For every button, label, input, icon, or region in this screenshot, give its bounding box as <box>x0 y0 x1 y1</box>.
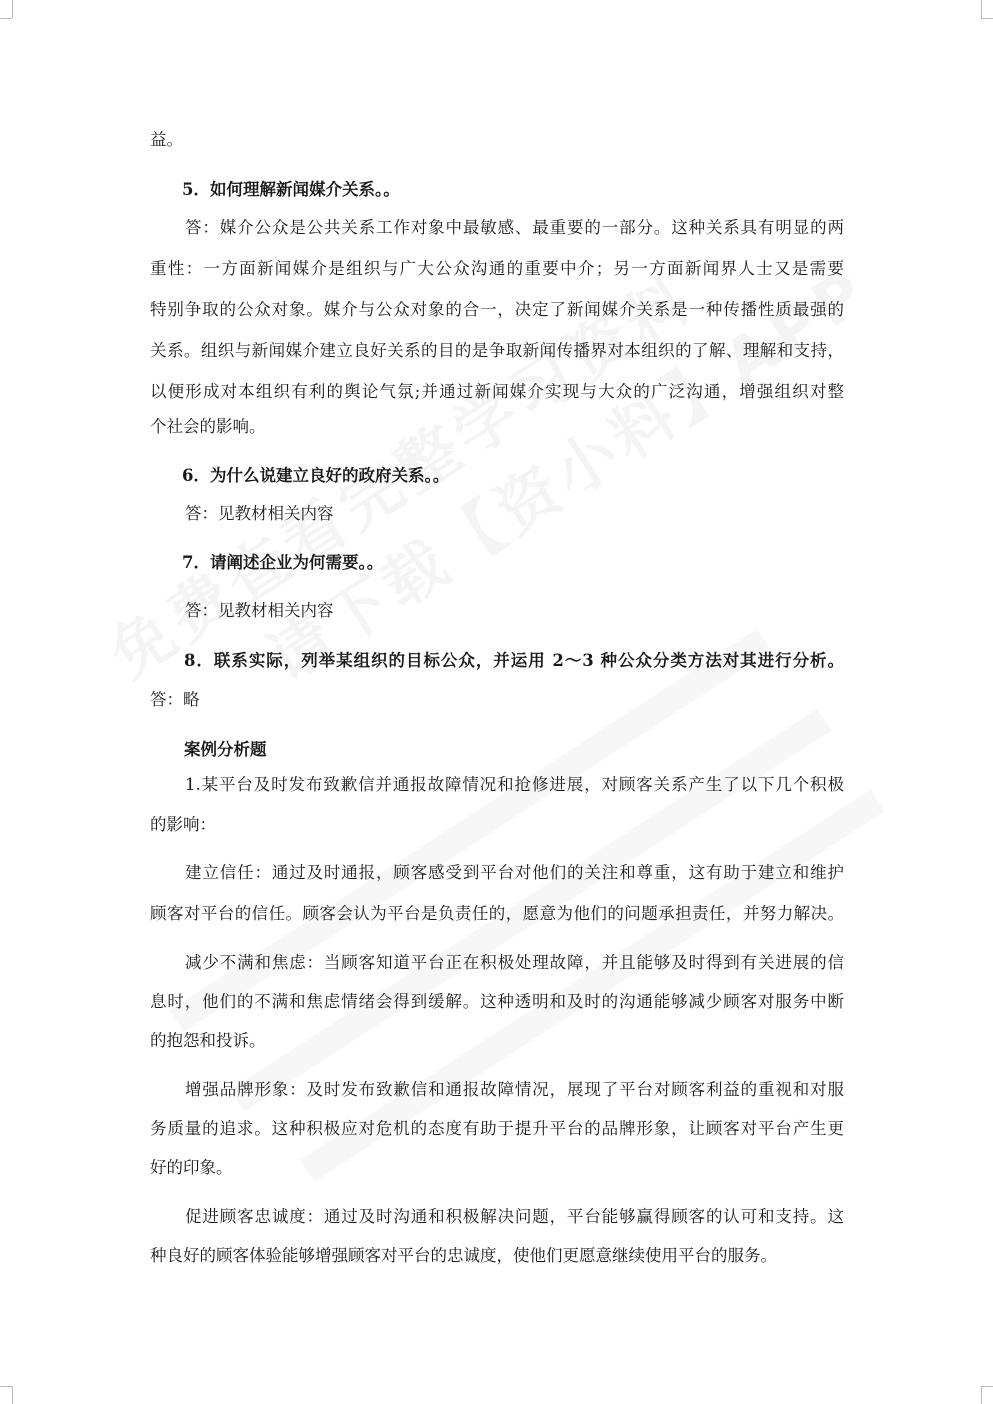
case-line: 1.某平台及时发布致歉信并通报故障情况和抢修进展，对顾客关系产生了以下几个积极 <box>185 775 844 794</box>
answer-7: 答：见教材相关内容 <box>185 601 334 620</box>
text-line: 益。 <box>150 130 183 149</box>
crop-mark <box>981 0 982 18</box>
crop-mark <box>981 1386 993 1387</box>
case-paragraph-line: 的抱怨和投诉。 <box>150 1031 266 1050</box>
crop-mark <box>0 1386 12 1387</box>
question-5: 5．如何理解新闻媒介关系。。 <box>182 180 400 199</box>
case-paragraph-line: 减少不满和焦虑：当顾客知道平台正在积极处理故障，并且能够及时得到有关进展的信 <box>185 953 844 972</box>
answer-5-line: 特别争取的公众对象。媒介与公众对象的合一，决定了新闻媒介关系是一种传播性质最强的 <box>150 300 844 319</box>
case-paragraph-line: 务质量的追求。这种积极应对危机的态度有助于提升平台的品牌形象，让顾客对平台产生更 <box>150 1119 844 1138</box>
case-paragraph-line: 增强品牌形象：及时发布致歉信和通报故障情况，展现了平台对顾客利益的重视和对服 <box>185 1080 844 1099</box>
crop-mark <box>0 18 12 19</box>
case-paragraph-line: 种良好的顾客体验能够增强顾客对平台的忠诚度，使他们更愿意继续使用平台的服务。 <box>150 1246 777 1265</box>
case-paragraph-line: 息时，他们的不满和焦虑情绪会得到缓解。这种透明和及时的沟通能够减少顾客对服务中断 <box>150 992 844 1011</box>
answer-8: 答：略 <box>150 690 200 709</box>
crop-mark <box>981 1386 982 1404</box>
case-paragraph-line: 好的印象。 <box>150 1158 233 1177</box>
case-paragraph-line: 顾客对平台的信任。顾客会认为平台是负责任的，愿意为他们的问题承担责任，并努力解决。 <box>150 904 844 923</box>
answer-5-line: 重性：一方面新闻媒介是组织与广大公众沟通的重要中介；另一方面新闻界人士又是需要 <box>150 259 844 278</box>
crop-mark <box>12 1386 13 1404</box>
answer-6: 答：见教材相关内容 <box>185 504 334 523</box>
case-paragraph-line: 建立信任：通过及时通报，顾客感受到平台对他们的关注和尊重，这有助于建立和维护 <box>185 863 844 882</box>
question-6: 6．为什么说建立良好的政府关系。。 <box>182 466 450 485</box>
question-8: 8．联系实际，列举某组织的目标公众，并运用 2～3 种公众分类方法对其进行分析。 <box>184 651 844 670</box>
answer-5-line: 以便形成对本组织有利的舆论气氛;并通过新闻媒介实现与大众的广泛沟通，增强组织对整 <box>150 382 844 401</box>
case-section-title: 案例分析题 <box>184 740 267 759</box>
answer-5-line: 答：媒介公众是公共关系工作对象中最敏感、最重要的一部分。这种关系具有明显的两 <box>185 218 844 237</box>
question-7: 7．请阐述企业为何需要。。 <box>182 553 384 572</box>
answer-5-line: 个社会的影响。 <box>150 417 266 436</box>
answer-5-line: 关系。组织与新闻媒介建立良好关系的目的是争取新闻传播界对本组织的了解、理解和支持， <box>150 341 844 360</box>
case-line: 的影响： <box>150 815 216 834</box>
case-paragraph-line: 促进顾客忠诚度：通过及时沟通和积极解决问题，平台能够赢得顾客的认可和支持。这 <box>185 1207 844 1226</box>
crop-mark <box>981 18 993 19</box>
crop-mark <box>12 0 13 18</box>
